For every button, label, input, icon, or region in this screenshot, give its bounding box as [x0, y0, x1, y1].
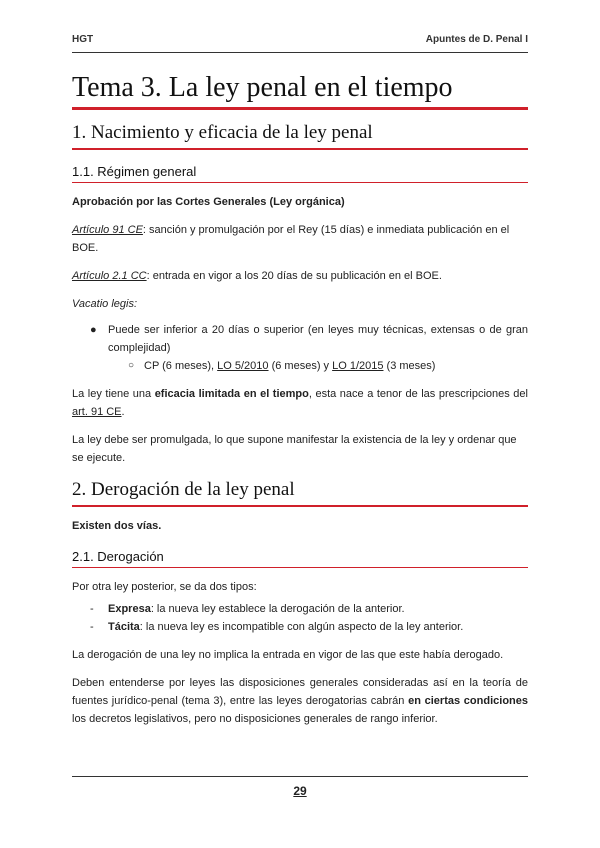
- derogacion-types-list: [72, 600, 528, 636]
- header-title: Apuntes de D. Penal I: [425, 34, 528, 45]
- page-number: 29: [293, 784, 307, 798]
- art21-paragraph: [72, 267, 528, 285]
- art21-text: : entrada en vigor a los 20 días de su publicación en el BOE.: [146, 270, 442, 282]
- dash-bullet-icon: -: [90, 621, 94, 633]
- art91-text: : sanción y promulgación por el Rey (15 días) e inmediata publicación en el BOE.: [72, 224, 510, 254]
- list-item: ● Puede ser inferior a 20 días o superior (en leyes muy técnicas, extensas o de gran complejidad): [72, 321, 528, 357]
- dash-bullet-icon: -: [90, 603, 94, 615]
- art21-link[interactable]: Artículo 2.1 CC: [72, 270, 147, 282]
- page-title: Tema 3. La ley penal en el tiempo: [72, 70, 528, 110]
- vacatio-list: [72, 321, 528, 375]
- circle-bullet-icon: ○: [128, 360, 135, 371]
- art91-ref-link[interactable]: art. 91 CE: [72, 406, 122, 418]
- list-item: - Tácita: la nueva ley es incompatible con algún aspecto de la ley anterior.: [72, 618, 528, 636]
- vacatio-label: Vacatio legis:: [72, 298, 138, 310]
- promulgada-paragraph: La ley debe ser promulgada, lo que supone manifestar la existencia de la ley y ordenar que se ejecute.: [72, 434, 517, 464]
- bullet-icon: ●: [90, 324, 97, 336]
- section-1-1-heading: 1.1. Régimen general: [72, 162, 528, 183]
- lo-5-2010-link[interactable]: LO 5/2010: [217, 360, 269, 372]
- leyes-paragraph: Deben entenderse por leyes las disposiciones generales consideradas así en la teoría de fuentes jurídico-penal (tema 3), entre las leyes derogatorias cabrán en ciertas condiciones los decretos legislativos, pero no disposiciones generales de rango inferior.: [72, 677, 528, 725]
- page-content: [72, 70, 528, 728]
- list-item: ○ CP (6 meses), LO 5/2010 (6 meses) y LO 1/2015 (3 meses): [72, 357, 528, 375]
- footer-divider: [72, 776, 528, 777]
- list-item: - Expresa: la nueva ley establece la derogación de la anterior.: [72, 600, 528, 618]
- page-header: [72, 34, 528, 50]
- derogacion-intro: Por otra ley posterior, se da dos tipos:: [72, 581, 257, 593]
- lo-1-2015-link[interactable]: LO 1/2015: [332, 360, 384, 372]
- section-2-1-heading: 2.1. Derogación: [72, 547, 528, 568]
- section-1-heading: 1. Nacimiento y eficacia de la ley penal: [72, 120, 528, 150]
- derogacion-paragraph: La derogación de una ley no implica la entrada en vigor de las que este había derogado.: [72, 649, 504, 661]
- header-author: HGT: [72, 34, 94, 45]
- section-2-heading: 2. Derogación de la ley penal: [72, 477, 528, 507]
- header-divider: [72, 52, 528, 53]
- vias-line: Existen dos vías.: [72, 520, 162, 532]
- art91-link[interactable]: Artículo 91 CE: [72, 224, 143, 236]
- approval-line: Aprobación por las Cortes Generales (Ley orgánica): [72, 196, 345, 208]
- art91-paragraph: [72, 221, 528, 257]
- eficacia-paragraph: La ley tiene una eficacia limitada en el tiempo, esta nace a tenor de las prescripciones del art. 91 CE.: [72, 388, 528, 418]
